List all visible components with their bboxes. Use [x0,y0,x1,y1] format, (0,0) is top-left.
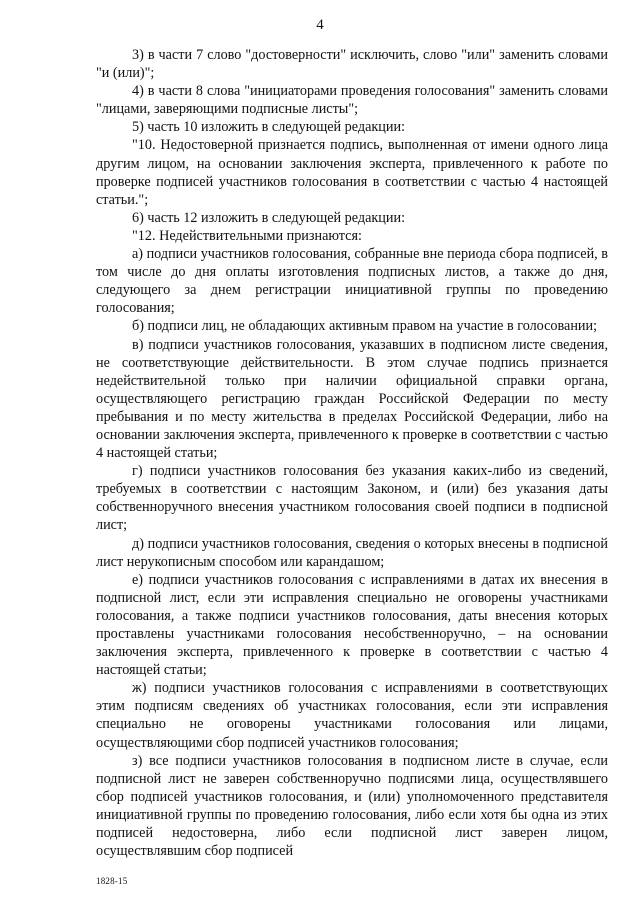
item-d: д) подписи участников голосования, сведения о которых внесены в подписной лист нерукописным способом или карандашом; [96,535,608,570]
paragraph-6-part-12: 6) часть 12 изложить в следующей редакции: [132,209,406,226]
item-e: е) подписи участников голосования с исправлениями в датах их внесения в подписной лист, если эти исправления специально не оговорены участниками голосования, а также подписи участников голосования, даты внесения которых проставлены участниками голосования несобственноручно, – на основании заключения эксперта, привлеченного к проверке в соответствии с частью 4 настоящей статьи; [96,571,608,679]
quoted-part-10: "10. Недостоверной признается подпись, выполненная от имени одного лица другим лицом, на основании заключения эксперта, привлеченного к работе по проверке подписей участников голосования в соответствии с частью 4 настоящей статьи."; [96,137,608,208]
paragraph-5-part-10: 5) часть 10 изложить в следующей редакции: [132,119,406,136]
paragraph-3-part-7: 3) в части 7 слово "достоверности" исключить, слово "или" заменить словами "и (или)"; [96,47,608,82]
page-number: 4 [316,17,324,33]
paragraph-4-part-8: 4) в части 8 слова "инициаторами проведения голосования" заменить словами "лицами, заверяющими подписные листы"; [96,83,608,118]
item-zh: ж) подписи участников голосования с исправлениями в соответствующих этим подписям сведениях об участниках голосования, если эти исправления специально не оговорены участниками голосования или лицами, осуществляющими сбор подписей участников голосования; [96,680,608,751]
document-code: 1828-15 [96,876,128,886]
item-v: в) подписи участников голосования, указавших в подписном листе сведения, не соответствующие действительности. В этом случае подпись признается недействительной только при наличии официальной справки органа, осуществляющего регистрацию граждан Российской Федерации по месту пребывания и по месту жительства в пределах Российской Федерации, либо на основании заключения эксперта, привлеченного к проверке в соответствии с частью 4 настоящей статьи; [96,336,608,462]
document-body [96,46,608,860]
item-z: з) все подписи участников голосования в подписном листе в случае, если подписной лист не заверен собственноручно подписями лица, осуществлявшего сбор подписей участников голосования, и (или) уполномоченного представителя инициативной группы по проведению голосования, либо если хотя бы одна из этих подписей недостоверна, либо если подписной лист заверен лицом, осуществлявшим сбор подписей [96,752,608,860]
item-a: а) подписи участников голосования, собранные вне периода сбора подписей, в том числе до дня оплаты изготовления подписных листов, а также до дня, следующего за днем регистрации инициативной группы по проведению голосования; [96,246,608,317]
item-g: г) подписи участников голосования без указания каких-либо из сведений, требуемых в соответствии с настоящим Законом, и (или) без указания даты собственноручного внесения участником голосования своей подписи в подписной лист; [96,463,608,534]
quoted-part-12-heading: "12. Недействительными признаются: [132,227,362,244]
item-b: б) подписи лиц, не обладающих активным правом на участие в голосовании; [132,318,598,335]
